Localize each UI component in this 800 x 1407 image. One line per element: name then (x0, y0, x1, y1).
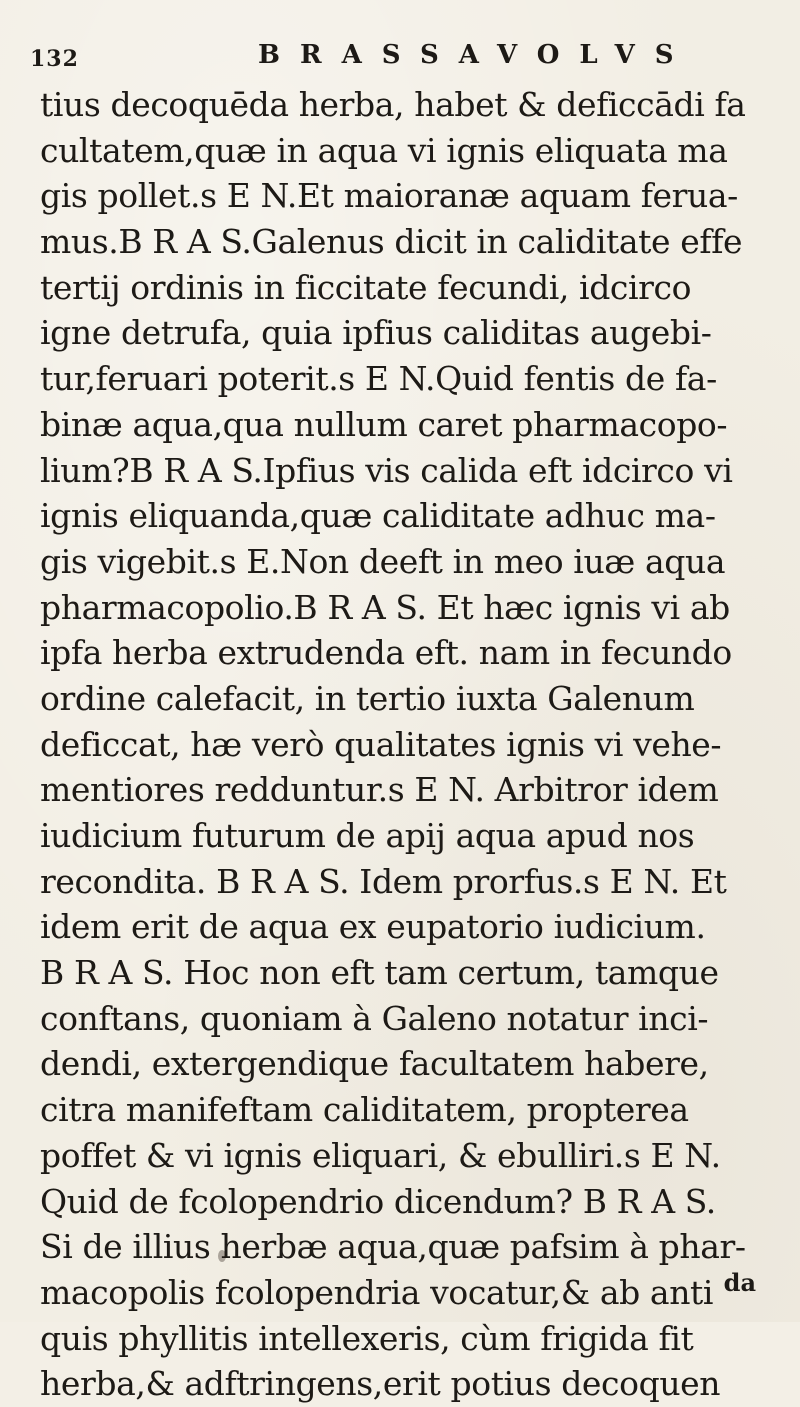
text-line: citra manifeftam caliditatem, propterea (40, 1090, 689, 1130)
text-line: herba,& adftringens,erit potius decoquen (40, 1364, 721, 1404)
text-line: B R A S. Hoc non eft tam certum, tamque (40, 953, 719, 993)
text-line: tur,feruari poterit.s E N.Quid fentis de fa- (40, 359, 717, 399)
text-line: deficcat, hæ verò qualitates ignis vi vehe- (40, 724, 722, 764)
text-line: tius decoquēda herba, habet & deficcādi fa (40, 85, 746, 124)
text-line: quis phyllitis intellexeris, cùm frigida fit (40, 1318, 694, 1358)
text-line: binæ aqua,qua nullum caret pharmacopo- (40, 404, 728, 444)
text-line: tertij ordinis in ficcitate fecundi, idcirco (40, 267, 692, 307)
running-head: BRASSAVOLVS (258, 40, 694, 70)
text-line: Quid de fcolopendrio dicendum? B R A S. (40, 1181, 716, 1221)
text-line: ordine calefacit, in tertio iuxta Galenum (40, 678, 695, 718)
text-line: dendi, extergendique facultatem habere, (40, 1044, 709, 1084)
text-line: recondita. B R A S. Idem prorfus.s E N. Et (40, 861, 727, 901)
text-line: mus.B R A S.Galenus dicit in caliditate effe (40, 222, 743, 262)
page-number: 132 (30, 46, 79, 72)
text-line: poffet & vi ignis eliquari, & ebulliri.s E N. (40, 1135, 721, 1175)
text-line: pharmacopolio.B R A S. Et hæc ignis vi ab (40, 587, 730, 627)
text-line: lium?B R A S.Ipfius vis calida eft idcirco vi (40, 450, 733, 490)
page-header (30, 40, 770, 80)
text-line: macopolis fcolopendria vocatur,& ab anti (40, 1272, 714, 1312)
text-line: Si de illius herbæ aqua,quæ pafsim à phar- (40, 1227, 746, 1267)
ink-blemish (218, 1250, 226, 1262)
text-line: iudicium futurum de apij aqua apud nos (40, 816, 695, 855)
text-line: mentiores redduntur.s E N. Arbitror idem (40, 770, 719, 810)
text-line: ignis eliquanda,quæ caliditate adhuc ma- (40, 496, 716, 536)
text-line: ipfa herba extrudenda eft. nam in fecundo (40, 633, 732, 673)
text-line: igne detrufa, quia ipfius caliditas augebi- (40, 313, 712, 353)
text-line: gis pollet.s E N.Et maioranæ aquam ferua- (40, 176, 738, 216)
text-line: cultatem,quæ in aqua vi ignis eliquata ma (40, 130, 728, 170)
text-line: idem erit de aqua ex eupatorio iudicium. (40, 907, 706, 947)
text-line: conftans, quoniam à Galeno notatur inci- (40, 998, 709, 1038)
text-line: gis vigebit.s E.Non deeft in meo iuæ aqua (40, 541, 726, 581)
body-text (40, 82, 780, 1407)
catchword: da (723, 1268, 756, 1297)
